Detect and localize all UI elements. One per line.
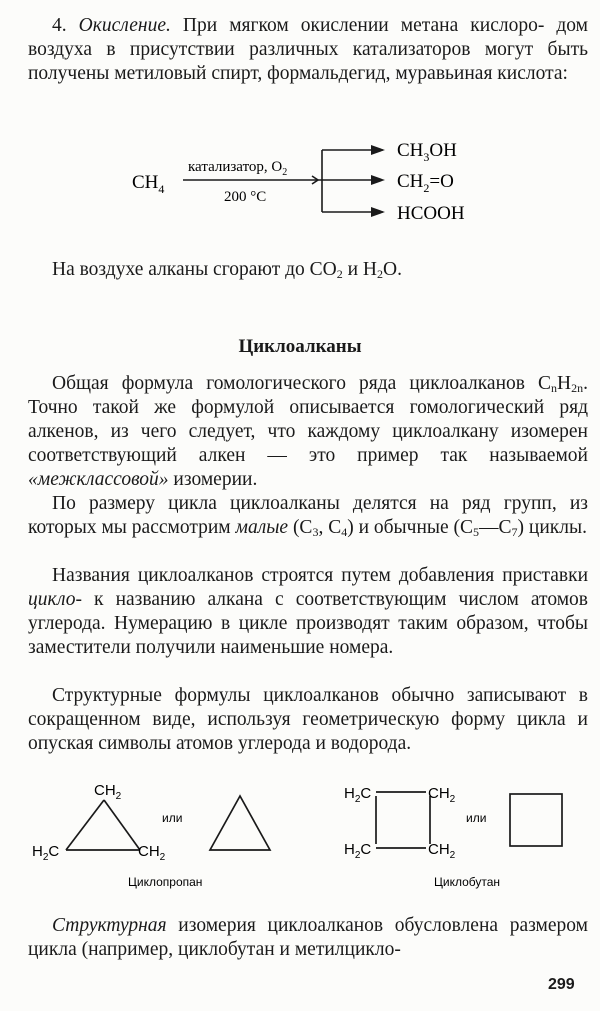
p1-text-b: . Точно такой же формулой описывается гомологический ряд алкенов, из чего следует, что каждому циклоалкану изомерен соответствующий алкен — это пример так называемой	[28, 373, 589, 466]
p2-emphasis: малые	[235, 517, 289, 538]
cyclopropane-expanded	[66, 800, 140, 850]
p2-text-f: ) циклы.	[517, 517, 587, 538]
h2o-sub: 2	[377, 267, 384, 281]
product1-tail: OH	[429, 140, 457, 161]
page-number: 299	[548, 976, 575, 993]
p2-sub-1: 3	[312, 525, 319, 539]
co2-sub: 2	[336, 267, 343, 281]
p2-sub-4: 7	[511, 525, 518, 539]
product1-sub: 3	[423, 150, 430, 164]
ring-size-paragraph	[28, 492, 588, 540]
p3-text-a: Названия циклоалканов строятся путем добавления приставки	[52, 565, 588, 586]
oxidation-text-1: При мягком окислении метана кислоро-	[182, 15, 545, 36]
structural-isomerism-paragraph	[28, 914, 588, 962]
reactant-sub: 4	[158, 182, 165, 196]
reactant-ch4	[132, 172, 164, 196]
p1-text-a: Общая формула гомологического ряда циклоалканов	[52, 373, 525, 394]
cycloalkane-figures	[0, 770, 600, 890]
cp-left-h2c: $H_2C$	[32, 843, 60, 863]
product-formic-acid: HCOOH	[397, 203, 465, 224]
cb-bottom-left: $H_2C$	[344, 841, 372, 861]
p2-sub-3: 5	[473, 525, 480, 539]
product2-tail: =O	[429, 171, 454, 192]
p3-text-b: к названию алкана с соответствующим числом атомов углерода. Нумерацию в цикле производят таким образом, чтобы заместители получили наименьшие номера.	[28, 589, 588, 658]
or-label-1: или	[162, 811, 183, 825]
catalyst-label	[188, 159, 287, 178]
product2-base: CH	[397, 171, 424, 192]
cp-right-ch2: $CH_2$	[138, 843, 166, 863]
p2-text-d: ) и обычные (C	[347, 517, 474, 538]
oxidation-paragraph	[28, 14, 588, 86]
cyclobutane-caption: Циклобутан	[434, 875, 501, 889]
methane-oxidation-scheme	[0, 134, 600, 224]
oxidation-text-2: дом воздуха в присутствии различных катализаторов могут быть получены метиловый спирт, формальдегид, муравьиная кислота:	[28, 15, 589, 84]
product1-base: CH	[397, 140, 424, 161]
p2-text-c: , C	[318, 517, 342, 538]
cp-top-ch2: $CH_2$	[94, 782, 122, 802]
structural-formulas-paragraph	[28, 684, 588, 756]
p5-text: изомерия циклоалканов обусловлена размером цикла (например, циклобутан и метилцикло-	[28, 915, 588, 960]
combustion-end: O.	[383, 259, 402, 280]
oxidation-title: Окисление.	[78, 15, 171, 36]
formula-h-sub: 2n	[571, 381, 584, 395]
catalyst-sub: 2	[282, 167, 288, 178]
formula-h: H	[557, 373, 572, 394]
cb-top-left: $H_2C$	[344, 785, 372, 805]
combustion-line	[28, 258, 588, 282]
product2-sub: 2	[423, 181, 430, 195]
p2-sub-2: 4	[341, 525, 348, 539]
cyclopropane-caption: Циклопропан	[128, 875, 203, 889]
p1-text-c: изомерии.	[168, 469, 258, 490]
cyclopropane-skeletal	[210, 796, 270, 850]
cyclobutane-skeletal	[510, 794, 562, 846]
combustion-text: На воздухе алканы сгорают до CO	[52, 259, 337, 280]
cb-bottom-right: $CH_2$	[428, 841, 456, 861]
formula-c: C	[538, 373, 552, 394]
general-formula-paragraph	[28, 372, 588, 492]
p4-text: Структурные формулы циклоалканов обычно записывают в сокращенном виде, используя геометрическую форму цикла и опуская символы атомов углерода и водорода.	[28, 685, 588, 754]
item-number: 4.	[52, 15, 67, 36]
product-methanol	[397, 140, 457, 164]
section-title: Циклоалканы	[238, 336, 362, 357]
catalyst-text: катализатор, O	[188, 159, 283, 175]
p3-emphasis: цикло-	[28, 589, 82, 610]
reactant-base: CH	[132, 172, 159, 193]
combustion-and: и H	[342, 259, 378, 280]
naming-paragraph	[28, 564, 588, 660]
or-label-2: или	[466, 811, 487, 825]
p2-text-a: По размеру цикла циклоалканы делятся на ряд групп, из которых мы рассмотрим	[28, 493, 588, 538]
p2-text-e: —C	[479, 517, 512, 538]
cyclobutane-expanded	[376, 792, 430, 848]
product-formaldehyde	[397, 171, 454, 195]
temperature-label: 200 °C	[224, 189, 267, 205]
cb-top-right: $CH_2$	[428, 785, 456, 805]
p5-emphasis: Структурная	[52, 915, 167, 936]
p2-text-b: (C	[288, 517, 313, 538]
formula-c-sub: n	[551, 381, 558, 395]
p1-emphasis: «межклассовой»	[28, 469, 169, 490]
